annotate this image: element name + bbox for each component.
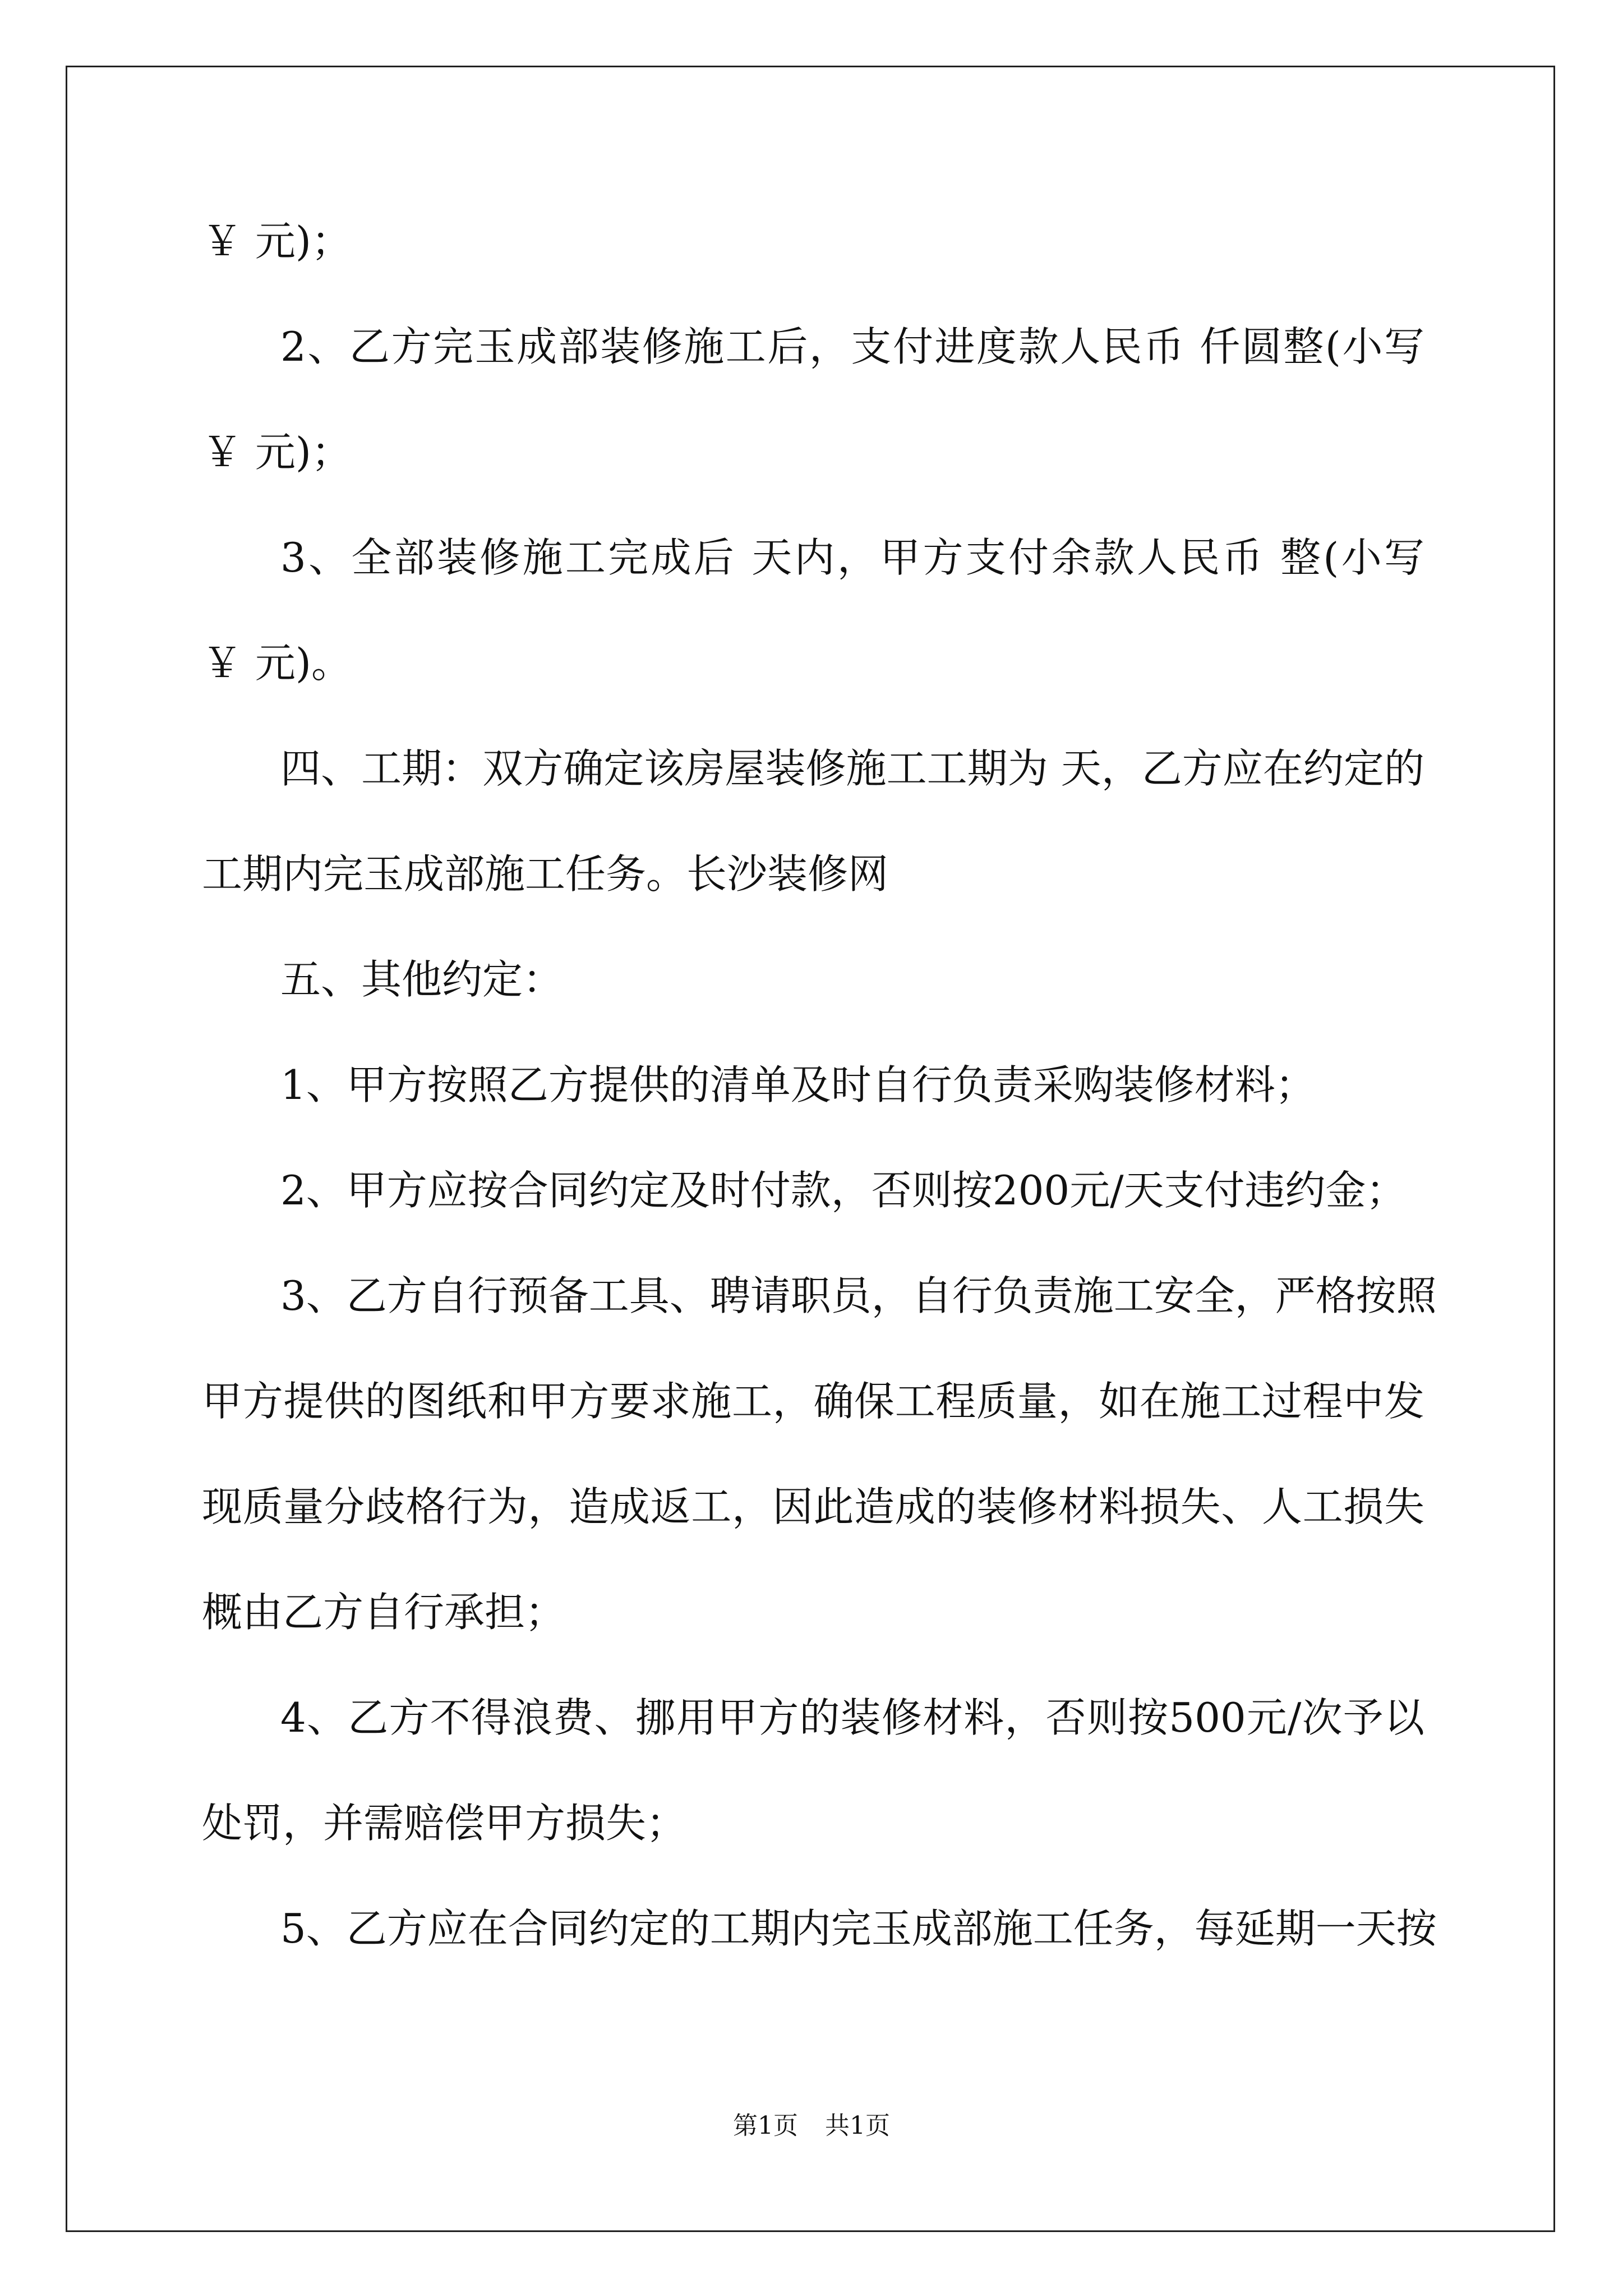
text-line-11: 3、乙方自行预备工具、聘请职员，自行负责施工安全，严格按照 xyxy=(280,1272,1437,1319)
text-line-1: ￥ 元)； xyxy=(202,218,352,265)
page-number: 第1页 xyxy=(733,2111,798,2140)
text-line-5: ￥ 元)。 xyxy=(202,639,352,687)
text-line-9: 1、甲方按照乙方提供的清单及时自行负责采购装修材料； xyxy=(280,1061,1316,1108)
text-line-2: 2、乙方完玉成部装修施工后，支付进度款人民币 仟圆整(小写 xyxy=(280,323,1424,370)
page-total: 共1页 xyxy=(825,2111,890,2140)
text-line-7: 工期内完玉成部施工任务。长沙装修网 xyxy=(202,850,889,898)
text-line-14: 概由乙方自行承担； xyxy=(202,1589,566,1636)
text-line-3: ￥ 元)； xyxy=(202,429,352,476)
text-line-10: 2、甲方应按合同约定及时付款，否则按200元/天支付违约金； xyxy=(280,1167,1407,1214)
text-line-6: 四、工期：双方确定该房屋装修施工工期为 天，乙方应在约定的 xyxy=(280,745,1424,792)
text-line-4: 3、全部装修施工完成后 天内，甲方支付余款人民币 整(小写 xyxy=(280,534,1424,581)
text-line-17: 5、乙方应在合同约定的工期内完玉成部施工任务，每延期一天按 xyxy=(280,1905,1437,1952)
text-line-15: 4、乙方不得浪费、挪用甲方的装修材料，否则按500元/次予以 xyxy=(280,1694,1424,1741)
text-line-12: 甲方提供的图纸和甲方要求施工，确保工程质量，如在施工过程中发 xyxy=(202,1378,1424,1425)
text-line-16: 处罚，并需赔偿甲方损失； xyxy=(202,1800,687,1847)
text-line-13: 现质量分歧格行为，造成返工，因此造成的装修材料损失、人工损失 xyxy=(202,1483,1424,1530)
page-footer xyxy=(0,2109,1623,2143)
text-line-8: 五、其他约定： xyxy=(280,956,564,1003)
